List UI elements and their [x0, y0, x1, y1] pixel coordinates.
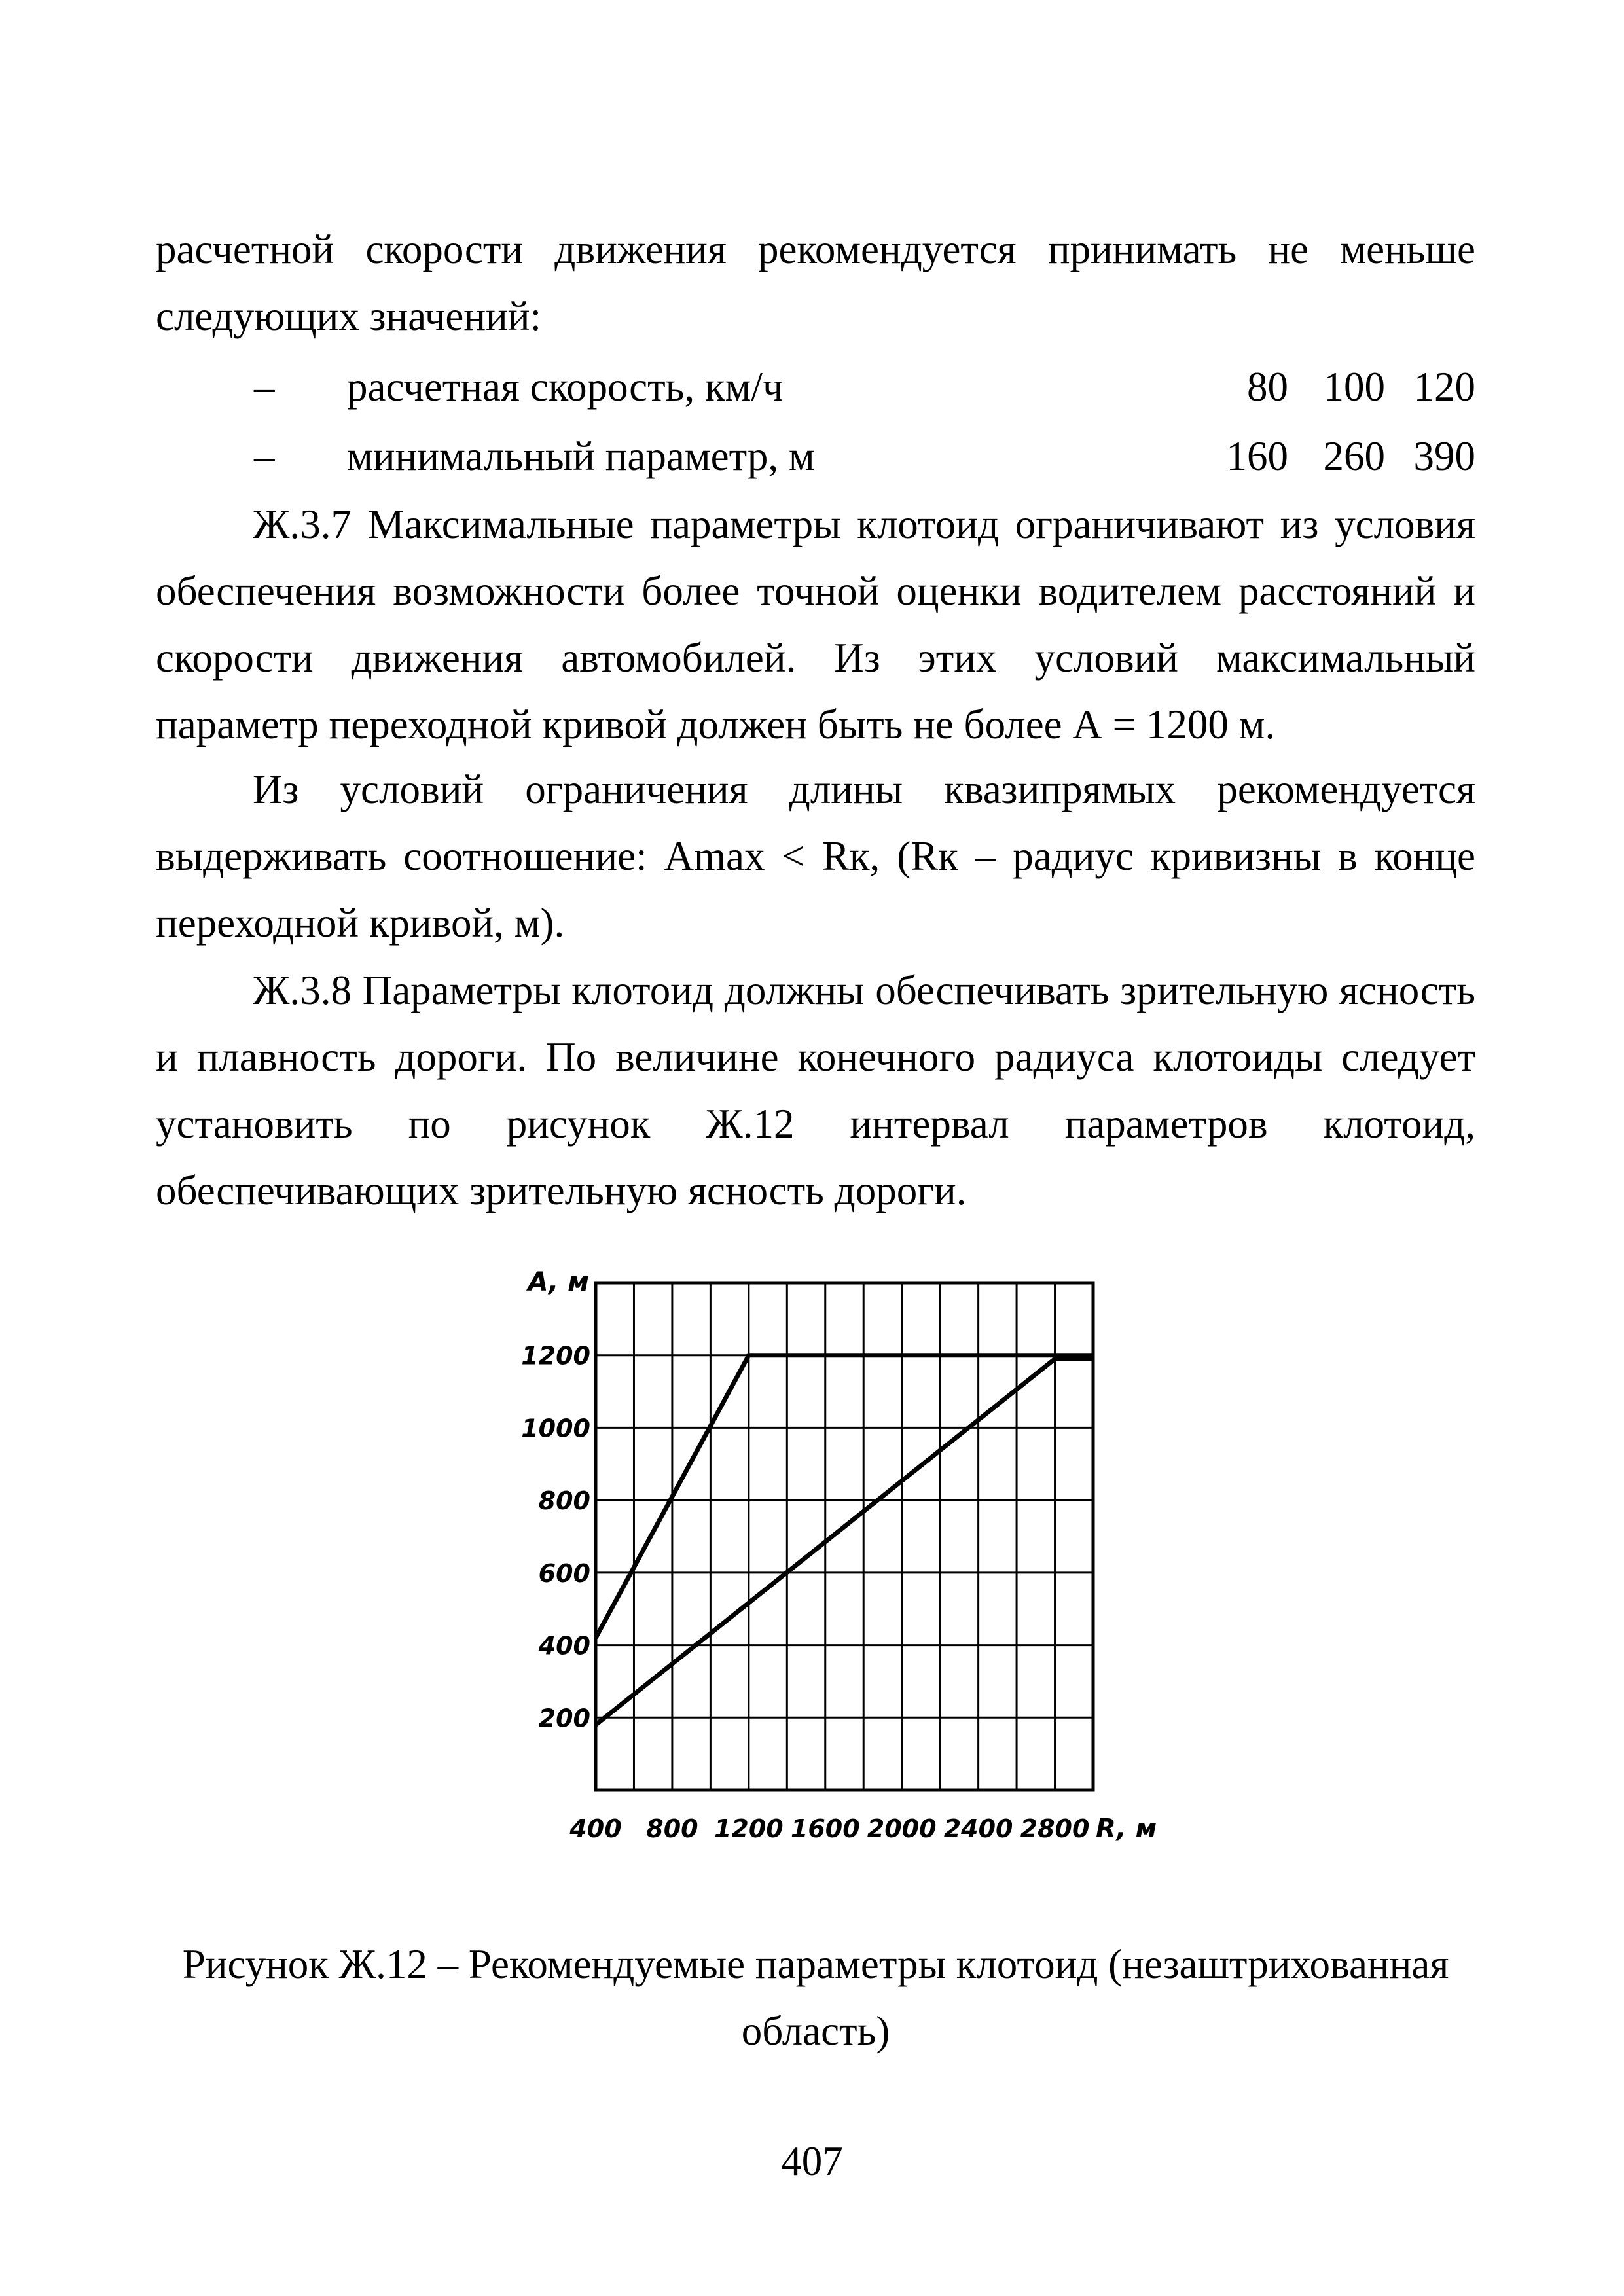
- x-tick-label: 2000: [867, 1814, 937, 1843]
- list-value: 80: [1247, 364, 1288, 410]
- y-tick-label: 400: [538, 1631, 590, 1660]
- list-value: 160: [1226, 433, 1288, 479]
- list-value: 120: [1413, 364, 1475, 410]
- list-item-speed: [156, 353, 1475, 420]
- x-tick-label: 400: [569, 1814, 622, 1843]
- list-value: 260: [1323, 433, 1385, 479]
- list-label: минимальный параметр, м: [347, 433, 815, 479]
- list-dash: –: [254, 433, 275, 479]
- y-tick-label: 1200: [521, 1341, 590, 1371]
- series-line-upper: [596, 1355, 1093, 1638]
- figure-caption: Рисунок Ж.12 – Рекомендуемые параметры клотоид (незаштрихованная область): [182, 1941, 1449, 2054]
- y-tick-label: 1000: [521, 1414, 590, 1443]
- chart-frame: [596, 1283, 1093, 1790]
- list-dash: –: [254, 364, 275, 410]
- y-tick-label: 200: [538, 1704, 590, 1733]
- list-label: расчетная скорость, км/ч: [347, 364, 784, 410]
- y-axis-label: A, м: [528, 1267, 589, 1297]
- x-tick-label: 2400: [943, 1814, 1013, 1843]
- series-line-lower: [596, 1359, 1093, 1725]
- chart-svg: [511, 1263, 1157, 1852]
- x-tick-label: 800: [646, 1814, 698, 1843]
- list-item-parameter: [156, 423, 1475, 490]
- paragraph-3-8: Ж.3.8 Параметры клотоид должны обеспечивать зрительную ясность и плавность дороги. По величине конечного радиуса клотоиды следует установить по рисунок Ж.12 интервал параметров клотоид, обеспечивающих зрительную ясность дороги.: [156, 967, 1475, 1213]
- list-value: 100: [1323, 364, 1385, 410]
- page-number: 407: [781, 2138, 843, 2184]
- figure-chart: [511, 1263, 1157, 1852]
- x-tick-label: 1200: [713, 1814, 784, 1843]
- paragraph-intro: расчетной скорости движения рекомендуется принимать не меньше следующих значений:: [156, 226, 1475, 339]
- list-value: 390: [1413, 433, 1475, 479]
- x-axis-label: R, м: [1096, 1814, 1157, 1844]
- x-tick-label: 2800: [1020, 1814, 1090, 1843]
- y-tick-label: 600: [538, 1558, 590, 1588]
- x-tick-label: 1600: [790, 1814, 860, 1843]
- y-tick-label: 800: [538, 1486, 590, 1516]
- paragraph-ratio: Из условий ограничения длины квазипрямых рекомендуется выдерживать соотношение: Amax < Rк, (Rк – радиус кривизны в конце переходной кривой, м).: [156, 766, 1475, 946]
- paragraph-3-7: Ж.3.7 Максимальные параметры клотоид ограничивают из условия обеспечения возможности более точной оценки водителем расстояний и скорости движения автомобилей. Из этих условий максимальный параметр переходной кривой должен быть не более А = 1200 м.: [156, 501, 1475, 747]
